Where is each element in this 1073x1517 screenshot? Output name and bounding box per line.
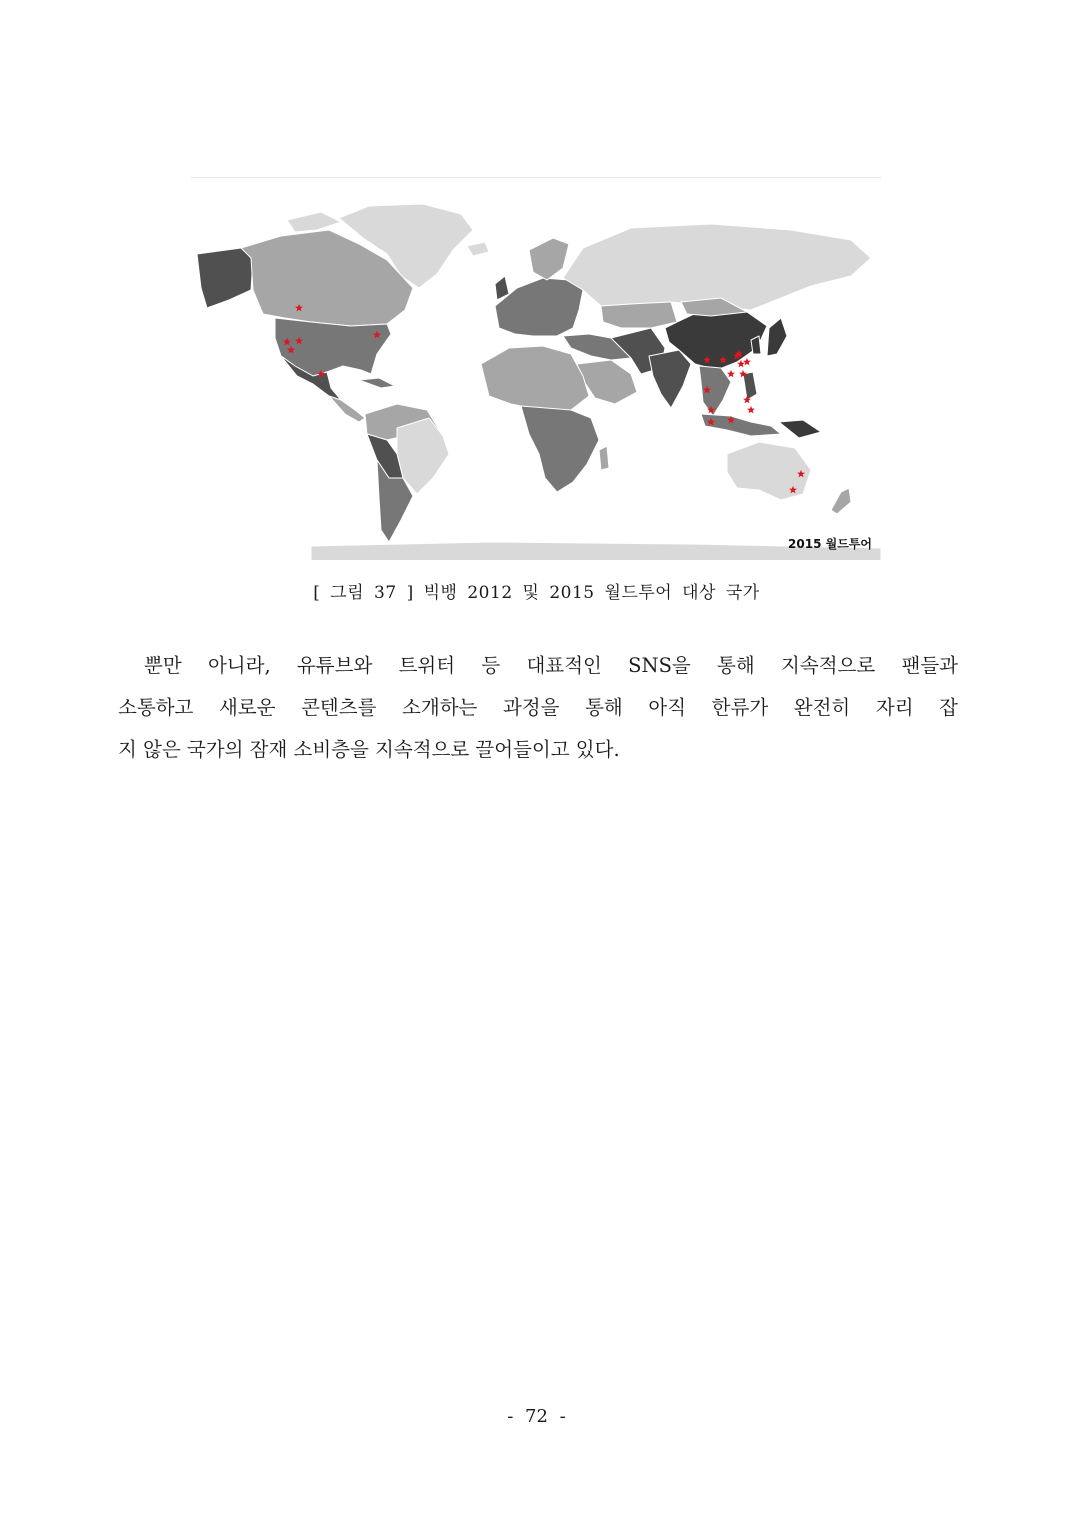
land-europe	[495, 278, 583, 336]
land-masses	[197, 204, 881, 560]
land-africa-south	[521, 406, 599, 492]
land-new-guinea	[779, 420, 821, 438]
page-number: - 72 -	[507, 1406, 566, 1427]
land-central-asia	[601, 302, 677, 328]
paragraph-line: 소통하고 새로운 콘텐츠를 소개하는 과정을 통해 아직 한류가 완전히 자리 잡	[118, 696, 958, 719]
land-canada-islands	[287, 212, 341, 232]
paragraph-line: 뿐만 아니라, 유튜브와 트위터 등 대표적인 SNS을 통해 지속적으로 팬들과	[144, 654, 958, 677]
land-india	[649, 350, 691, 408]
red-star-icon	[743, 358, 751, 366]
land-russia	[563, 224, 871, 310]
red-star-icon	[727, 370, 735, 378]
land-scandinavia	[529, 238, 569, 280]
body-paragraph	[118, 645, 958, 771]
land-southeast-asia	[699, 366, 731, 416]
red-star-icon	[747, 406, 755, 414]
land-new-zealand	[831, 488, 851, 514]
land-korea	[751, 336, 761, 354]
land-alaska	[197, 248, 253, 308]
world-map-figure	[191, 177, 881, 560]
land-japan	[767, 318, 787, 356]
land-caribbean	[359, 378, 395, 388]
land-africa-north	[481, 346, 589, 410]
world-map	[191, 178, 881, 560]
land-iceland	[467, 242, 489, 256]
land-central-america	[329, 396, 365, 422]
paragraph-line: 지 않은 국가의 잠재 소비층을 지속적으로 끌어들이고 있다.	[118, 738, 620, 761]
figure-caption: [ 그림 37 ] 빅뱅 2012 및 2015 월드투어 대상 국가	[313, 583, 760, 603]
land-madagascar	[599, 446, 609, 470]
land-australia	[727, 442, 811, 500]
map-year-label: 2015 월드투어	[788, 537, 872, 551]
